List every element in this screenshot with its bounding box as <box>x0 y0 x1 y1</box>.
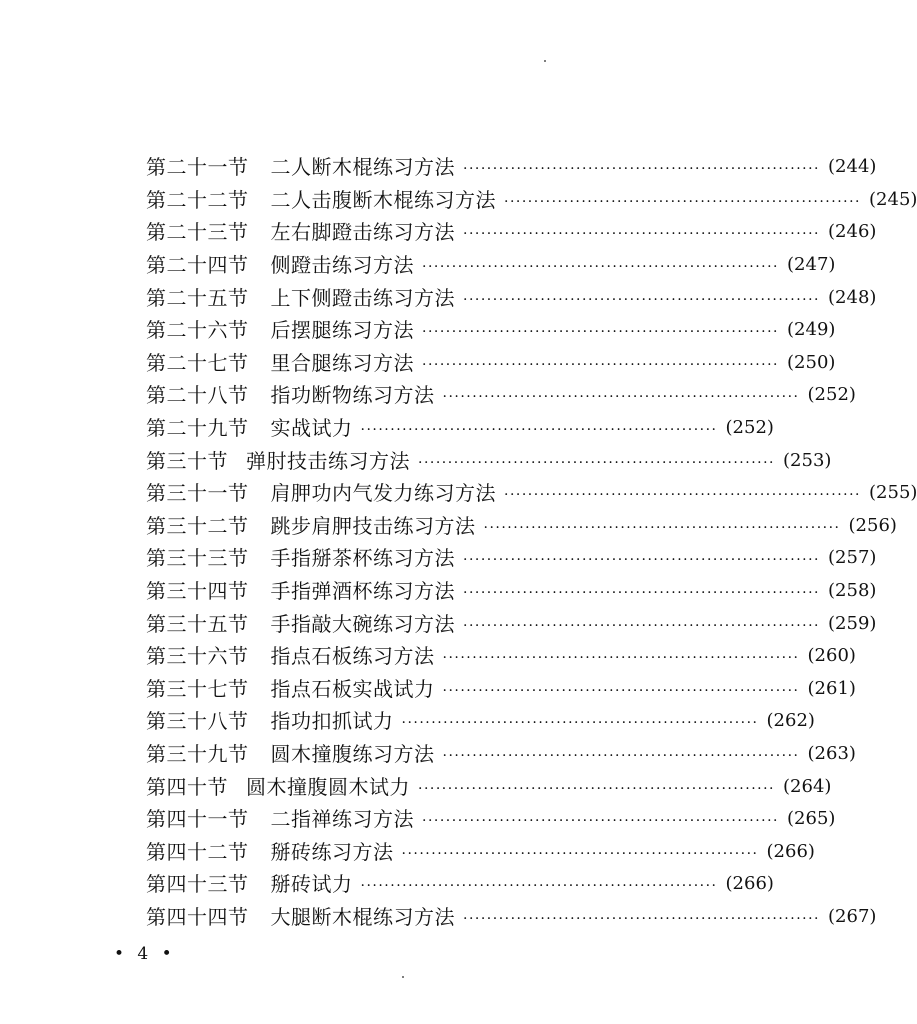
toc-section-number: 第二十四节 <box>146 253 249 278</box>
dot-leader: ···························································· <box>418 780 776 797</box>
dot-leader: ···························································· <box>360 878 718 895</box>
scan-speck <box>544 60 546 62</box>
toc-page-number: (246) <box>828 221 877 243</box>
toc-entry-title: 掰砖练习方法 <box>270 839 394 864</box>
toc-section-number: 第二十一节 <box>146 155 249 180</box>
table-of-contents <box>146 151 917 933</box>
toc-page-number: (260) <box>807 645 856 667</box>
dot-leader: ···························································· <box>442 747 800 764</box>
toc-entry-title: 上下侧蹬击练习方法 <box>270 285 455 310</box>
toc-entry-title: 左右脚蹬击练习方法 <box>270 220 455 245</box>
dot-leader: ···························································· <box>422 813 780 830</box>
toc-entry <box>146 347 836 380</box>
toc-entry <box>146 412 774 445</box>
toc-page-number: (262) <box>766 710 815 732</box>
toc-section-number: 第三十三节 <box>146 546 249 571</box>
toc-page-number: (257) <box>828 547 877 569</box>
toc-entry-title: 二人击腹断木棍练习方法 <box>270 187 496 212</box>
toc-entry-title: 手指弹酒杯练习方法 <box>270 579 455 604</box>
dot-leader: ···························································· <box>401 845 759 862</box>
page-number: • 4 • <box>114 944 176 964</box>
toc-entry <box>146 607 877 640</box>
toc-page-number: (264) <box>783 775 832 797</box>
toc-page-number: (250) <box>787 351 836 373</box>
toc-entry-title: 圆木撞腹圆木试力 <box>246 774 410 799</box>
toc-entry-title: 指点石板实战试力 <box>270 676 435 701</box>
toc-section-number: 第三十四节 <box>146 579 249 604</box>
dot-leader: ···························································· <box>422 259 780 276</box>
toc-entry-title: 指功扣抓试力 <box>270 709 394 734</box>
toc-entry <box>146 868 774 901</box>
toc-entry-title: 指功断物练习方法 <box>270 383 435 408</box>
toc-entry <box>146 281 877 314</box>
toc-entry-title: 后摆腿练习方法 <box>270 318 414 343</box>
toc-entry <box>146 184 917 217</box>
toc-section-number: 第四十三节 <box>146 872 249 897</box>
toc-section-number: 第三十五节 <box>146 611 249 636</box>
toc-entry <box>146 216 877 249</box>
toc-entry <box>146 803 836 836</box>
toc-entry-title: 掰砖试力 <box>270 872 353 897</box>
toc-page-number: (245) <box>869 188 917 210</box>
toc-page-number: (252) <box>807 384 856 406</box>
toc-section-number: 第二十八节 <box>146 383 249 408</box>
toc-section-number: 第四十一节 <box>146 807 249 832</box>
dot-leader: ···························································· <box>504 193 862 210</box>
dot-leader: ···························································· <box>401 715 759 732</box>
toc-section-number: 第二十二节 <box>146 187 249 212</box>
dot-leader: ···························································· <box>442 682 800 699</box>
toc-entry <box>146 151 877 184</box>
toc-page-number: (247) <box>787 254 836 276</box>
toc-entry-title: 圆木撞腹练习方法 <box>270 741 435 766</box>
toc-entry <box>146 640 856 673</box>
toc-page-number: (258) <box>828 580 877 602</box>
toc-entry <box>146 575 877 608</box>
toc-page-number: (259) <box>828 612 877 634</box>
toc-section-number: 第二十六节 <box>146 318 249 343</box>
toc-page-number: (261) <box>807 677 856 699</box>
toc-section-number: 第二十九节 <box>146 416 249 441</box>
toc-entry-title: 指点石板练习方法 <box>270 644 435 669</box>
toc-section-number: 第三十一节 <box>146 481 249 506</box>
toc-section-number: 第三十八节 <box>146 709 249 734</box>
toc-section-number: 第三十九节 <box>146 741 249 766</box>
toc-section-number: 第二十三节 <box>146 220 249 245</box>
toc-section-number: 第三十二节 <box>146 513 249 538</box>
dot-leader: ···························································· <box>463 617 821 634</box>
toc-entry <box>146 738 856 771</box>
toc-page-number: (253) <box>783 449 832 471</box>
toc-section-number: 第三十七节 <box>146 676 249 701</box>
dot-leader: ···························································· <box>463 552 821 569</box>
dot-leader: ···························································· <box>463 161 821 178</box>
toc-entry-title: 手指掰茶杯练习方法 <box>270 546 455 571</box>
scan-speck <box>402 976 404 978</box>
dot-leader: ···························································· <box>463 910 821 927</box>
toc-entry <box>146 901 877 934</box>
toc-entry <box>146 249 836 282</box>
dot-leader: ···························································· <box>463 585 821 602</box>
toc-entry-title: 跳步肩胛技击练习方法 <box>270 513 476 538</box>
dot-leader: ···························································· <box>360 422 718 439</box>
toc-entry <box>146 379 856 412</box>
toc-entry <box>146 510 897 543</box>
toc-page-number: (249) <box>787 319 836 341</box>
toc-entry <box>146 770 832 803</box>
dot-leader: ···························································· <box>463 226 821 243</box>
toc-page-number: (266) <box>766 840 815 862</box>
toc-section-number: 第二十五节 <box>146 285 249 310</box>
toc-entry-title: 里合腿练习方法 <box>270 350 414 375</box>
toc-entry-title: 弹肘技击练习方法 <box>246 448 410 473</box>
toc-entry <box>146 673 856 706</box>
dot-leader: ···························································· <box>422 324 780 341</box>
toc-page-number: (252) <box>725 417 774 439</box>
toc-entry <box>146 314 836 347</box>
toc-page-number: (256) <box>848 514 897 536</box>
toc-entry-title: 侧蹬击练习方法 <box>270 253 414 278</box>
toc-entry-title: 二指禅练习方法 <box>270 807 414 832</box>
toc-entry-title: 肩胛功内气发力练习方法 <box>270 481 496 506</box>
toc-section-number: 第三十节 <box>146 448 228 473</box>
toc-page-number: (267) <box>828 905 877 927</box>
toc-entry <box>146 705 815 738</box>
toc-page-number: (266) <box>725 873 774 895</box>
toc-entry <box>146 477 917 510</box>
toc-section-number: 第四十节 <box>146 774 228 799</box>
toc-entry-title: 实战试力 <box>270 416 353 441</box>
toc-page-number: (255) <box>869 482 917 504</box>
toc-page-number: (263) <box>807 742 856 764</box>
toc-section-number: 第四十四节 <box>146 904 249 929</box>
toc-section-number: 第二十七节 <box>146 350 249 375</box>
dot-leader: ···························································· <box>418 454 776 471</box>
toc-section-number: 第三十六节 <box>146 644 249 669</box>
toc-entry-title: 大腿断木棍练习方法 <box>270 904 455 929</box>
toc-entry-title: 手指敲大碗练习方法 <box>270 611 455 636</box>
dot-leader: ···························································· <box>463 291 821 308</box>
dot-leader: ···························································· <box>442 389 800 406</box>
toc-section-number: 第四十二节 <box>146 839 249 864</box>
toc-page-number: (265) <box>787 808 836 830</box>
dot-leader: ···························································· <box>504 487 862 504</box>
dot-leader: ···························································· <box>442 650 800 667</box>
toc-page-number: (244) <box>828 156 877 178</box>
dot-leader: ···························································· <box>483 519 841 536</box>
toc-page-number: (248) <box>828 286 877 308</box>
toc-entry <box>146 444 832 477</box>
toc-entry-title: 二人断木棍练习方法 <box>270 155 455 180</box>
toc-entry <box>146 542 877 575</box>
dot-leader: ···························································· <box>422 356 780 373</box>
toc-entry <box>146 835 815 868</box>
